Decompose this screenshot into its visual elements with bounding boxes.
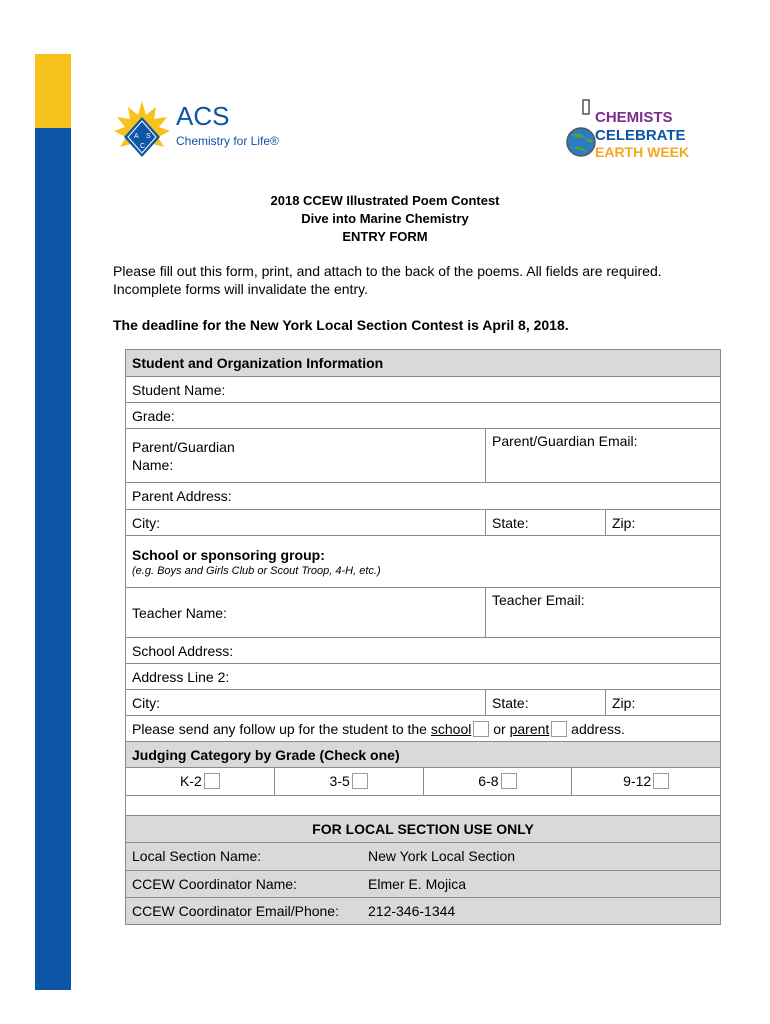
svg-text:S: S bbox=[146, 133, 151, 140]
acs-emblem-icon bbox=[114, 101, 170, 157]
followup-school-label: school bbox=[430, 720, 472, 737]
k2-checkbox[interactable] bbox=[204, 773, 220, 789]
school-group-hint: (e.g. Boys and Girls Club or Scout Troop, 4-H, etc.) bbox=[132, 564, 381, 577]
grade-9-12-checkbox[interactable] bbox=[653, 773, 669, 789]
ccew-logo bbox=[565, 96, 690, 162]
ccew-line3: EARTH WEEK bbox=[595, 144, 690, 160]
sidebar-accent-yellow bbox=[35, 54, 71, 128]
svg-text:A: A bbox=[134, 133, 139, 140]
section-header-judging: Judging Category by Grade (Check one) bbox=[126, 742, 721, 768]
grade-3-5-checkbox[interactable] bbox=[352, 773, 368, 789]
coordinator-row bbox=[126, 871, 721, 898]
ccew-line1: CHEMISTS bbox=[595, 109, 673, 126]
grade-field[interactable]: Grade: bbox=[126, 403, 721, 429]
ccew-line2: CELEBRATE bbox=[595, 127, 686, 144]
deadline-text: The deadline for the New York Local Section Contest is April 8, 2018. bbox=[113, 317, 569, 333]
section-header-student: Student and Organization Information bbox=[126, 350, 721, 377]
parent-name-label: Parent/Guardian Name: bbox=[132, 438, 235, 473]
form-title: ENTRY FORM bbox=[342, 229, 428, 244]
entry-form-table bbox=[125, 349, 721, 925]
coordinator-contact-row bbox=[126, 898, 721, 925]
sidebar-accent-blue bbox=[35, 128, 71, 990]
parent-email-field[interactable]: Parent/Guardian Email: bbox=[486, 429, 721, 483]
school-checkbox[interactable] bbox=[473, 721, 489, 737]
local-section-row bbox=[126, 843, 721, 871]
parent-city-field[interactable]: City: bbox=[126, 510, 486, 536]
teacher-email-field[interactable]: Teacher Email: bbox=[486, 588, 721, 638]
followup-parent-label: parent bbox=[509, 720, 550, 737]
parent-zip-field[interactable]: Zip: bbox=[606, 510, 721, 536]
local-use-header: FOR LOCAL SECTION USE ONLY bbox=[126, 816, 721, 843]
school-group-field[interactable] bbox=[126, 536, 721, 588]
acs-logo bbox=[112, 97, 312, 163]
followup-prefix: Please send any follow up for the student to the bbox=[132, 720, 427, 737]
parent-state-field[interactable]: State: bbox=[486, 510, 606, 536]
grade-option-6-8[interactable] bbox=[424, 768, 573, 795]
grade-category-row bbox=[126, 768, 721, 796]
parent-checkbox[interactable] bbox=[551, 721, 567, 737]
grade-option-label: 6-8 bbox=[478, 773, 499, 789]
instructions-text: Please fill out this form, print, and attach to the back of the poems. All fields are required. Incomplete forms will invalidate the entry. bbox=[113, 263, 662, 297]
grade-option-label: 9-12 bbox=[623, 773, 652, 789]
school-address-field[interactable]: School Address: bbox=[126, 638, 721, 664]
grade-option-label: 3-5 bbox=[329, 773, 350, 789]
school-city-field[interactable]: City: bbox=[126, 690, 486, 716]
teacher-name-field[interactable]: Teacher Name: bbox=[126, 588, 486, 638]
grade-option-3-5[interactable] bbox=[275, 768, 424, 795]
grade-option-9-12[interactable] bbox=[572, 768, 720, 795]
svg-text:C: C bbox=[140, 143, 146, 150]
school-state-field[interactable]: State: bbox=[486, 690, 606, 716]
coordinator-contact-label: CCEW Coordinator Email/Phone: bbox=[132, 903, 339, 919]
contest-title: 2018 CCEW Illustrated Poem Contest bbox=[270, 193, 500, 208]
followup-preference bbox=[126, 716, 721, 742]
parent-name-field[interactable] bbox=[126, 429, 486, 483]
grade-6-8-checkbox[interactable] bbox=[501, 773, 517, 789]
coordinator-value: Elmer E. Mojica bbox=[368, 876, 467, 892]
spacer-row bbox=[126, 796, 721, 816]
followup-or: or bbox=[493, 720, 506, 737]
school-group-label: School or sponsoring group: bbox=[132, 546, 325, 563]
address-line2-field[interactable]: Address Line 2: bbox=[126, 664, 721, 690]
student-name-field[interactable]: Student Name: bbox=[126, 377, 721, 403]
acs-name: ACS bbox=[176, 101, 230, 131]
school-zip-field[interactable]: Zip: bbox=[606, 690, 721, 716]
followup-suffix: address. bbox=[571, 720, 625, 737]
flask-globe-icon bbox=[567, 100, 595, 156]
contest-theme: Dive into Marine Chemistry bbox=[301, 211, 469, 226]
coordinator-label: CCEW Coordinator Name: bbox=[132, 876, 297, 892]
local-section-label: Local Section Name: bbox=[132, 848, 262, 864]
acs-tagline: Chemistry for Life® bbox=[176, 134, 279, 148]
grade-option-label: K-2 bbox=[179, 773, 202, 789]
local-section-value: New York Local Section bbox=[368, 848, 516, 864]
parent-address-field[interactable]: Parent Address: bbox=[126, 483, 721, 510]
grade-option-k2[interactable] bbox=[126, 768, 275, 795]
coordinator-contact-value: 212-346-1344 bbox=[368, 903, 456, 919]
